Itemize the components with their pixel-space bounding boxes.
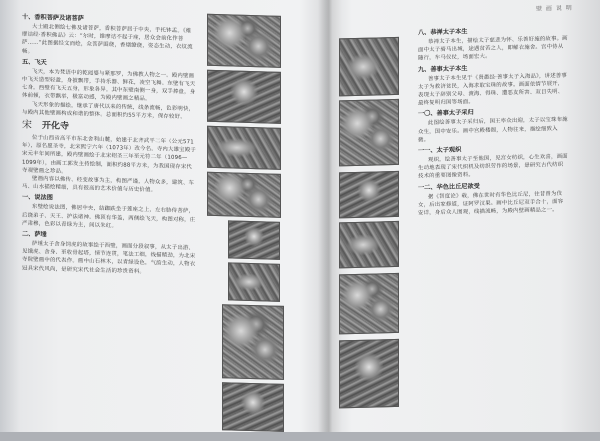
mural-photo-13 <box>339 273 399 334</box>
mural-photo-12 <box>339 221 399 268</box>
mural-photo-9 <box>339 37 399 96</box>
body-paragraph: 飞天，本为梵语中的乾闼婆与紧那罗，为佛教人物之一。殿内壁画中飞天造型轻盈，身披飘带，手持乐器、鲜花，凌空飞舞。东壁有飞天七身，西壁有飞天五身，形象各异。其中东壁南侧一身，双手捧盘，身体前倾，衣带飘举，极富动感，为殿内壁画之精品。 <box>22 68 196 103</box>
mural-photo-10 <box>339 99 399 166</box>
body-paragraph: 位于山西省高平市东北舍利山麓，始建于北齐武平二年（公元571年），原名愿圣寺，北宋熙宁六年（1073年）改今名。寺内大雄宝殿于宋元丰年间所建，殿内壁画绘于北宋绍圣三年至元符二年（1096—1099年），由画工郭发主持绘制，面积约88平方米，为我国现存宋代寺观壁画之珍品。 <box>22 134 196 175</box>
dynasty-label: 宋 <box>22 119 32 131</box>
section-heading: 二、萨埵 <box>22 230 47 239</box>
body-paragraph: 飞天形象的描绘，继承了唐代以来的传统，线条流畅，色彩明快，与殿内其他壁画构成和谐的整体。总面积约55平方米，保存较好。 <box>22 101 195 121</box>
mural-photo-7 <box>222 304 284 380</box>
body-paragraph: 大士殿北侧绘七佛及诸菩萨，香积菩萨居于中央，手托钵盂。《维摩诘经·香积佛品》云：“尔时，维摩诘不起于座，居众会前化作菩萨……”此图据经文而绘，众菩萨围绕，香烟缭绕，姿态生动，衣纹流畅。 <box>22 23 193 55</box>
mural-photo-3 <box>207 126 281 170</box>
section-heading: 一、说法图 <box>22 194 53 202</box>
temple-name: 开化寺 <box>42 121 70 132</box>
body-paragraph: 东壁绘说法图，佛居中央，结跏趺坐于莲座之上，左右胁侍菩萨，后绕弟子、天王、护法诸神。佛顶有华盖，两侧绘飞天，构图对称，庄严肃穆，色彩以青绿为主，间以朱红。 <box>22 204 196 230</box>
section-heading: 九、善事太子本生 <box>418 64 468 74</box>
section-heading: 五、飞天 <box>22 58 47 67</box>
body-paragraph: 恭禅太子本生，描绘太子慈悲为怀、乐善好施的故事。画面中太子骑马出城，途遇贫苦之人，即解衣施舍。宫中侍从随行，车马仪仗，场面宏大。 <box>418 35 568 62</box>
section-heading: 十、香积菩萨及诸菩萨 <box>22 13 84 23</box>
right-page-text-column <box>418 23 568 218</box>
left-page-text-column <box>22 11 197 278</box>
mural-photo-2 <box>207 70 281 124</box>
body-paragraph: 此图绘善事太子采归后，国王率众出迎，太子以宝珠布施众生，国中安乐。画中宫殿楼阁，人物往来，描绘细致入微。 <box>418 117 568 144</box>
mural-photo-6 <box>228 262 280 301</box>
mural-photo-14 <box>339 339 399 408</box>
right-page <box>336 0 600 438</box>
mural-photo-1 <box>207 14 281 68</box>
body-paragraph: 据《智度论》载，佛在世时有华色比丘尼，往昔曾为伎女，后出家修道，证阿罗汉果。画中比丘尼双手合十，面容安详，身后众人围观，线描流畅，为殿内壁画精品之一。 <box>418 190 564 217</box>
body-paragraph: 观织，绘善事太子至他国，见宫女纺织，心生欢喜，画面生动地表现了宋代织机及纺织劳作的场景，是研究古代纺织技术的重要图像资料。 <box>418 153 568 180</box>
section-heading: 一〇、善事太子采归 <box>418 109 474 118</box>
section-heading: 一二、华色比丘尼欲受 <box>418 182 480 192</box>
section-heading: 一一、太子观织 <box>418 146 462 155</box>
section-heading: 八、恭禅太子本生 <box>418 28 468 37</box>
mural-photo-8 <box>222 382 284 432</box>
body-paragraph: 善事太子本生见于《贤愚经·善事太子入海品》，讲述善事太子为救济贫民，入海求取宝珠的故事。画面依情节展开，表现太子辞别父母、渡海、得珠、遭恶友所害、双目失明、最终复明归国等场面。 <box>418 72 567 107</box>
body-paragraph: 壁画内容以佛传、经变故事为主，构图严谨，人物众多，建筑、车马、山水描绘精细，具有很高的艺术价值与历史价值。 <box>22 175 195 194</box>
running-header: 壁 画 说 明 <box>536 4 573 13</box>
body-paragraph: 萨埵太子舍身饲虎的故事绘于西壁，画面分段叙事，从太子出游、见饿虎、舍身、至收骨起塔，情节连贯，笔法工细，线描精劲，为北宋寺院壁画中的代表作。画中山石林木，以青绿设色，气韵生动，人物衣冠具宋代风尚，是研究宋代社会生活的珍贵资料。 <box>22 240 196 275</box>
mural-photo-5 <box>228 220 280 259</box>
mural-photo-11 <box>339 171 399 218</box>
mural-photo-4 <box>207 172 281 218</box>
